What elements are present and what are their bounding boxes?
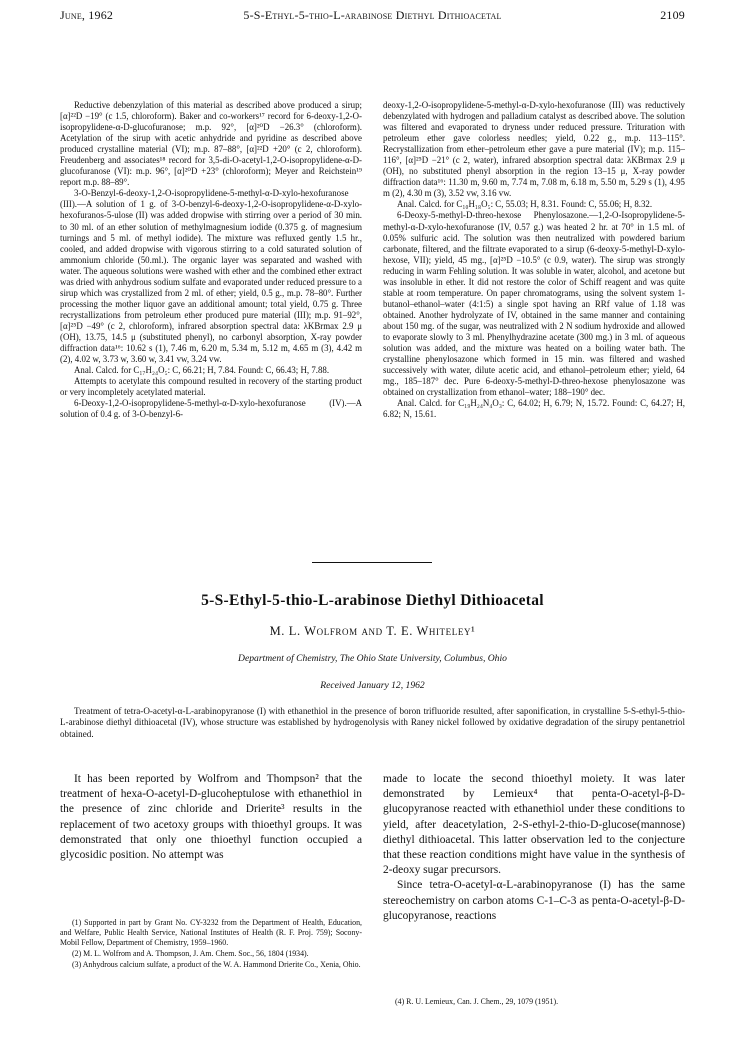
paragraph: Anal. Calcd. for C₁₉H₂₄N₄O₃: C, 64.02; H, 6.79; N, 15.72. Found: C, 64.27; H, 6.82; N, 15.61. (383, 398, 685, 420)
paragraph: Attempts to acetylate this compound resulted in recovery of the starting product or very incompletely acetylated material. (60, 376, 362, 398)
body-right-column (383, 772, 685, 924)
paragraph: Since tetra-O-acetyl-α-L-arabinopyranose (I) has the same stereochemistry on carbon atoms C-1–C-3 as penta-O-acetyl-β-D-glucopyranose, reactions (383, 879, 685, 922)
paragraph: 6-Deoxy-5-methyl-D-threo-hexose Phenylosazone.—1,2-O-Isopropylidene-5-methyl-α-D-xylo-hexofuranose (IV, 0.57 g.) was heated 2 hr. at 70° in 1.5 ml. of 0.05% sulfuric acid. The solution was then neutralized with powdered barium carbonate, filtered, and the filtrate evaporated to a sirup (6-deoxy-5-methyl-D-xylo-hexose, VII); yield, 45 mg., [α]²⁵D −10.5° (c 0.9, water). The sirup was strongly reducing in warm Fehling solution. It was soluble in water, alcohol, and acetone but was insoluble in ether. It did not restore the color of Schiff reagent and was quite stable at room temperature. On paper chromatograms, using the solvent system 1-butanol–ethanol–water (4:1:5) a single spot having an RRf value of 1.18 was obtained. Another hydrolyzate of IV, obtained in the same manner and containing about 150 mg. of the sugar, was neutralized with 2 N sodium hydroxide and allowed to evaporate slowly to 3 ml. Phenylhydrazine acetate (300 mg.) in 3 ml. of aqueous solution was added, and the mixture was heated on a boiling water bath. The crystalline phenylosazone which formed in 15 min. was filtered and washed successively with water, dilute acetic acid, and ethanol–petroleum ether; yield, 64 mg., 185–187° dec. Pure 6-deoxy-5-methyl-D-threo-hexose phenylosazone was obtained on crystallization from ethanol–water; 188–190° dec. (383, 210, 685, 398)
paragraph: 6-Deoxy-1,2-O-isopropylidene-5-methyl-α-D-xylo-hexofuranose (IV).—A solution of 0.4 g. of 3-O-benzyl-6- (60, 398, 362, 420)
paragraph: made to locate the second thioethyl moiety. It was later demonstrated by Lemieux⁴ that penta-O-acetyl-β-D-glucopyranose reacted with ethanethiol under these conditions to yield, after deacetylation, 2-S-ethyl-2-thio-D-glucose(mannose) diethyl dithioacetal. This latter observation led to the conjecture that these reaction conditions might have value in the synthesis of 2-deoxy sugar precursors. (383, 773, 685, 877)
footnotes-right (383, 997, 685, 1008)
section-divider (312, 562, 432, 563)
paragraph: 3-O-Benzyl-6-deoxy-1,2-O-isopropylidene-5-methyl-α-D-xylo-hexofuranose (III).—A solution of 1 g. of 3-O-benzyl-6-deoxy-1,2-O-isopropylidene-α-D-xylo-hexofuranos-5-ulose (II) was added dropwise with stirring over a period of 30 min. to 30 ml. of an ether solution of methylmagnesium iodide (0.375 g. of magnesium turnings and 5 ml. of methyl iodide). The mixture was refluxed gently 1.5 hr., cooled, and added dropwise with vigorous stirring to a cold saturated solution of ammonium chloride (50.ml.). The organic layer was separated and washed with water. The aqueous solutions were washed with ether and the combined ether extract was dried with anhydrous sodium sulfate and evaporated under reduced pressure to a sirup which was crystallized from 2 ml. of ether; yield, 0.5 g., m.p. 78–80°. Further processing the mother liquor gave an additional amount; total yield, 0.75 g. Three recrystallizations from petroleum ether produced pure material (III); m.p. 91–92°, [α]²⁵D −49° (c 2, chloroform), infrared absorption spectral data: λKBrmax 2.9 μ (OH), 13.75, 14.5 μ (substituted phenyl), no carbonyl absorption, X-ray powder diffraction data¹⁶: 10.62 s (1), 7.46 m, 6.20 m, 5.34 m, 5.12 m, 4.65 m (3), 4.42 m (2), 4.02 w, 3.73 w, 3.60 w, 3.41 vw, 3.24 vw. (60, 188, 362, 365)
article-title: 5-S-Ethyl-5-thio-L-arabinose Diethyl Dithioacetal (201, 592, 544, 609)
footnotes-left (60, 918, 362, 971)
footnote: (1) Supported in part by Grant No. CY-3232 from the Department of Health, Education, and Welfare, Public Health Service, National Institutes of Health (R. F. Proj. 759); Socony-Mobil Fellow, Department of Chemistry, 1959–1960. (60, 918, 362, 948)
journal-page (60, 0, 685, 1052)
experimental-right-column (383, 100, 685, 420)
paragraph: Anal. Calcd. for C₁₀H₁₈O₅: C, 55.03; H, 8.31. Found: C, 55.06; H, 8.32. (397, 199, 653, 210)
experimental-left-column (60, 100, 362, 420)
paragraph: It has been reported by Wolfrom and Thompson² that the treatment of hexa-O-acetyl-D-glucoheptulose with ethanethiol in the presence of zinc chloride and Drierite³ results in the replacement of two acetoxy groups with thioethyl groups. It was demonstrated that only one thioethyl function occupied a glycosidic position. No attempt was (60, 773, 362, 862)
running-head-date: June, 1962 (60, 8, 114, 22)
body-left-column (60, 772, 362, 863)
article-authors: M. L. Wolfrom and T. E. Whiteley¹ (269, 624, 476, 638)
abstract-text: Treatment of tetra-O-acetyl-α-L-arabinopyranose (I) with ethanethiol in the presence of boron trifluoride resulted, after saponification, in crystalline 5-S-ethyl-5-thio-L-arabinose diethyl dithioacetal (IV), whose structure was established by hydrogenolysis with Raney nickel followed by oxidative degradation of the sirupy pentanetriol obtained. (60, 706, 685, 739)
footnote: (2) M. L. Wolfrom and A. Thompson, J. Am. Chem. Soc., 56, 1804 (1934). (72, 949, 309, 959)
paragraph: Reductive debenzylation of this material as described above produced a sirup; [α]²²D −19° (c 1.5, chloroform). Baker and co-workers¹⁷ record for 6-deoxy-1,2-O-isopropylidene-α-D-glucofuranose; m.p. 92°, [α]²⁰D −26.3° (chloroform). Acetylation of the sirup with acetic anhydride and pyridine as described above produced crystalline material (VI); m.p. 87–88°, [α]²²D +20° (c 2, chloroform). Freudenberg and associates¹⁸ record for 3,5-di-O-acetyl-1,2-O-isopropylidene-α-D-glucofuranose (VI): m.p. 96°, [α]²⁰D +23° (chloroform); Meyer and Reichstein¹⁹ report m.p. 88–89°. (60, 100, 362, 188)
running-head (60, 8, 685, 26)
page-number: 2109 (660, 8, 685, 22)
received-date: Received January 12, 1962 (320, 680, 425, 691)
running-head-title: 5-S-Ethyl-5-thio-L-arabinose Diethyl Dithioacetal (243, 8, 502, 22)
paragraph: Anal. Calcd. for C₁₇H₂₄O₅: C, 66.21; H, 7.84. Found: C, 66.43; H, 7.88. (74, 365, 330, 376)
abstract (60, 706, 685, 740)
footnote: (3) Anhydrous calcium sulfate, a product of the W. A. Hammond Drierite Co., Xenia, Ohio. (72, 960, 361, 970)
article-affiliation: Department of Chemistry, The Ohio State University, Columbus, Ohio (238, 653, 507, 664)
paragraph: deoxy-1,2-O-isopropylidene-5-methyl-α-D-xylo-hexofuranose (III) was reductively debenzylated with hydrogen and palladium catalyst as described above. The solution was filtered and evaporated to dryness under reduced pressure. Trituration with petroleum ether gave colorless needles; yield, 0.22 g., m.p. 113–115°. Recrystallization from ether–petroleum ether gave a pure material (IV); m.p. 115–116°, [α]²⁵D −21° (c 2, water), infrared absorption spectral data: λKBrmax 2.9 μ (OH), no substituted phenyl absorption in the region 13–15 μ, X-ray powder diffraction data¹⁶: 11.30 m, 9.60 m, 7.74 m, 7.08 m, 6.18 m, 5.50 m, 5.29 s (1), 4.95 m (2), 4.30 m (3), 3.52 vw, 3.16 vw. (383, 100, 685, 199)
footnote: (4) R. U. Lemieux, Can. J. Chem., 29, 1079 (1951). (395, 997, 559, 1006)
